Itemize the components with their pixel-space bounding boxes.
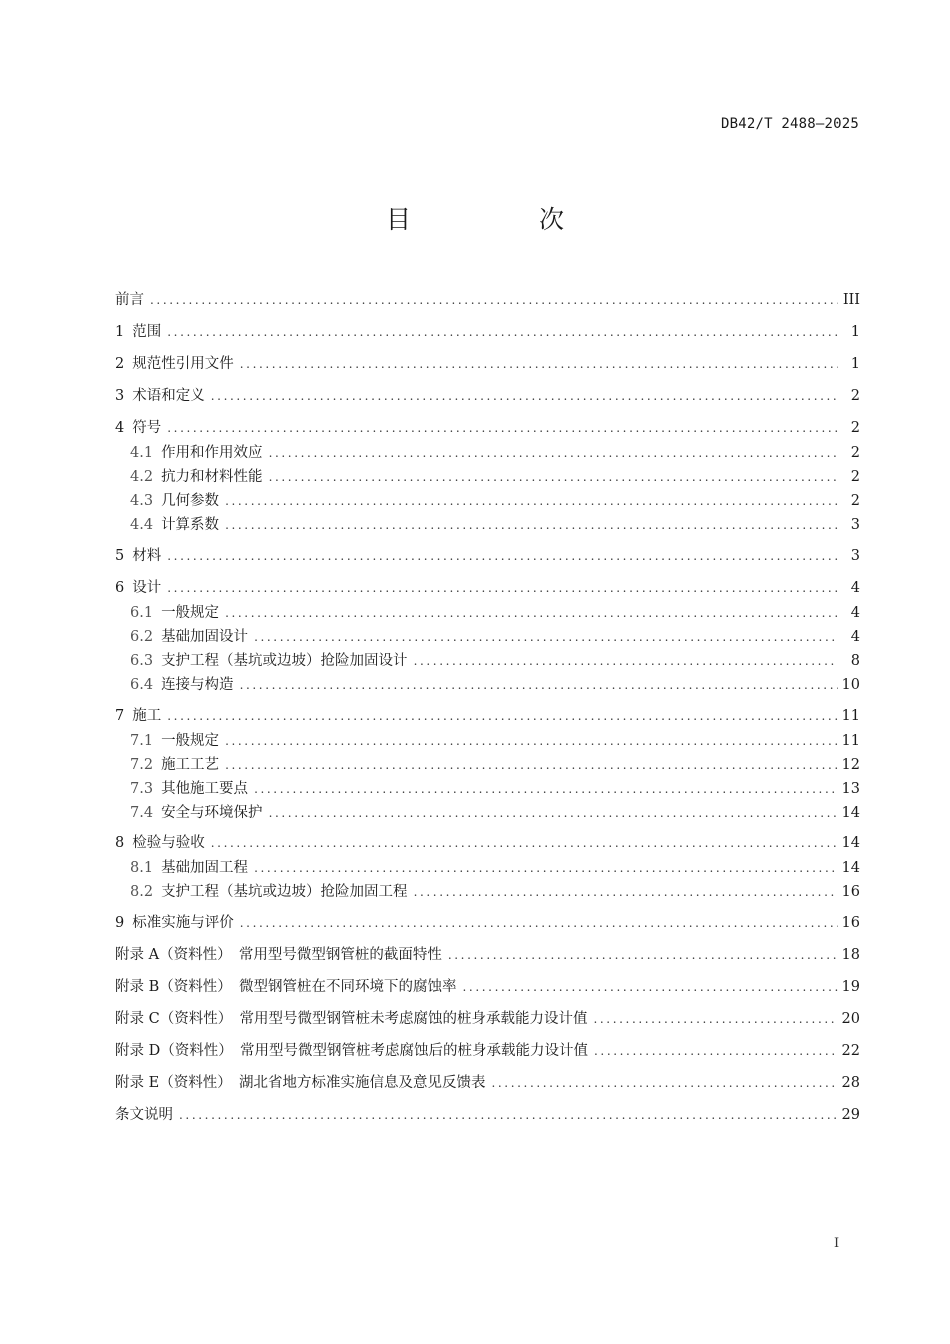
toc-leader-dots — [225, 754, 837, 776]
toc-entry-number: 4.1 — [130, 445, 154, 461]
toc-entry-number: 6.3 — [130, 653, 154, 669]
toc-leader-dots — [167, 545, 838, 567]
toc-entry[interactable] — [115, 353, 860, 375]
toc-entry-number: 6 — [115, 580, 125, 596]
toc-entry[interactable] — [130, 802, 860, 824]
toc-leader-dots — [269, 466, 838, 488]
toc-entry-label: 符号 — [132, 420, 162, 436]
toc-entry-number: 4.3 — [130, 493, 154, 509]
toc-entry[interactable] — [130, 730, 860, 752]
toc-entry-number: 7.3 — [130, 781, 154, 797]
toc-entry[interactable] — [115, 832, 860, 854]
toc-entry-number: 4.4 — [130, 517, 154, 533]
toc-entry-label: 抗力和材料性能 — [161, 469, 263, 485]
toc-entry-label: 连接与构造 — [161, 677, 234, 693]
toc-leader-dots — [211, 832, 838, 854]
toc-entry-page: 16 — [841, 915, 860, 931]
toc-leader-dots — [225, 514, 838, 536]
toc-leader-dots — [240, 353, 838, 375]
toc-entry-label: 附录 A（资料性） 常用型号微型钢管桩的截面特性 — [115, 947, 442, 963]
toc-entry-number: 8 — [115, 835, 125, 851]
toc-entry-page: 4 — [850, 605, 860, 621]
toc-entry-label: 一般规定 — [161, 605, 220, 621]
toc-entry-page: 2 — [850, 493, 860, 509]
toc-entry-label: 前言 — [115, 292, 144, 308]
toc-leader-dots — [211, 385, 838, 407]
page-title: 目 次 — [386, 205, 624, 234]
standard-code: DB42/T 2488—2025 — [720, 116, 859, 132]
toc-entry[interactable] — [115, 545, 860, 567]
toc-entry[interactable] — [115, 1072, 860, 1094]
toc-leader-dots — [448, 944, 838, 966]
toc-leader-dots — [414, 881, 838, 903]
toc-entry-page: 20 — [841, 1011, 860, 1027]
toc-entry[interactable] — [115, 385, 860, 407]
toc-leader-dots — [269, 442, 838, 464]
toc-entry[interactable] — [115, 321, 860, 343]
toc-entry-label: 材料 — [132, 548, 162, 564]
toc-entry-page: 2 — [850, 445, 860, 461]
toc-entry[interactable] — [115, 417, 860, 439]
footer-page-number: I — [834, 1236, 840, 1251]
toc-entry-page: 19 — [841, 979, 860, 995]
toc-leader-dots — [240, 674, 838, 696]
toc-entry[interactable] — [115, 705, 860, 727]
toc-entry[interactable] — [130, 514, 860, 536]
toc-entry-page: 4 — [850, 629, 860, 645]
toc-entry-label: 支护工程（基坑或边坡）抢险加固设计 — [161, 653, 408, 669]
toc-entry[interactable] — [115, 1008, 860, 1030]
toc-entry-page: 11 — [841, 733, 860, 749]
toc-entry-number: 7.4 — [130, 805, 154, 821]
toc-leader-dots — [594, 1040, 838, 1062]
toc-entry[interactable] — [115, 577, 860, 599]
toc-entry-number: 5 — [115, 548, 125, 564]
toc-leader-dots — [225, 730, 837, 752]
toc-entry[interactable] — [130, 602, 860, 624]
toc-entry-label: 范围 — [132, 324, 162, 340]
toc-entry-label: 术语和定义 — [132, 388, 205, 404]
toc-entry[interactable] — [130, 881, 860, 903]
toc-leader-dots — [167, 417, 838, 439]
toc-entry-label: 作用和作用效应 — [161, 445, 263, 461]
toc-entry[interactable] — [115, 912, 860, 934]
toc-entry-page: 22 — [841, 1043, 860, 1059]
toc-entry-number: 6.2 — [130, 629, 154, 645]
toc-entry[interactable] — [115, 976, 860, 998]
toc-entry[interactable] — [115, 1040, 860, 1062]
toc-entry-number: 7.1 — [130, 733, 154, 749]
toc-leader-dots — [254, 626, 838, 648]
toc-entry-page: 13 — [841, 781, 860, 797]
toc-entry-page: 18 — [841, 947, 860, 963]
toc-leader-dots — [254, 778, 837, 800]
toc-entry-label: 支护工程（基坑或边坡）抢险加固工程 — [161, 884, 408, 900]
toc-entry-number: 7.2 — [130, 757, 154, 773]
toc-entry-page: 2 — [850, 420, 860, 436]
toc-entry-number: 7 — [115, 708, 125, 724]
toc-entry-label: 附录 E（资料性） 湖北省地方标准实施信息及意见反馈表 — [115, 1075, 486, 1091]
toc-entry-page: 4 — [850, 580, 860, 596]
toc-leader-dots — [150, 289, 838, 311]
toc-entry-page: 3 — [850, 517, 860, 533]
toc-entry-number: 9 — [115, 915, 125, 931]
toc-entry-label: 条文说明 — [115, 1107, 173, 1123]
toc-entry-page: 11 — [841, 708, 860, 724]
toc-entry-number: 6.4 — [130, 677, 154, 693]
toc-entry-page: 12 — [841, 757, 860, 773]
toc-entry[interactable] — [130, 754, 860, 776]
toc-leader-dots — [414, 650, 838, 672]
toc-entry[interactable] — [130, 650, 860, 672]
toc-entry[interactable] — [130, 857, 860, 879]
toc-entry-label: 基础加固工程 — [161, 860, 249, 876]
toc-leader-dots — [167, 705, 837, 727]
toc-entry-number: 8.1 — [130, 860, 154, 876]
toc-entry-page: 2 — [850, 469, 860, 485]
toc-entry-label: 安全与环境保护 — [161, 805, 263, 821]
toc-entry[interactable] — [130, 778, 860, 800]
toc-entry-number: 3 — [115, 388, 125, 404]
toc-entry-page: 14 — [841, 835, 860, 851]
toc-entry-label: 基础加固设计 — [161, 629, 249, 645]
toc-entry-page: 16 — [841, 884, 860, 900]
toc-entry[interactable] — [130, 626, 860, 648]
toc-entry-label: 规范性引用文件 — [132, 356, 234, 372]
toc-entry-label: 计算系数 — [161, 517, 220, 533]
toc-entry-label: 其他施工要点 — [161, 781, 249, 797]
toc-leader-dots — [269, 802, 838, 824]
toc-entry[interactable] — [130, 442, 860, 464]
toc-entry-label: 施工工艺 — [161, 757, 220, 773]
toc-entry-label: 施工 — [132, 708, 162, 724]
toc-entry-number: 2 — [115, 356, 125, 372]
toc-entry[interactable] — [130, 490, 860, 512]
toc-entry-label: 检验与验收 — [132, 835, 205, 851]
toc-entry-page: 3 — [850, 548, 860, 564]
toc-entry-label: 一般规定 — [161, 733, 220, 749]
toc-leader-dots — [254, 857, 837, 879]
toc-entry[interactable] — [130, 466, 860, 488]
toc-leader-dots — [593, 1008, 837, 1030]
toc-entry-page: 29 — [841, 1107, 860, 1123]
toc-entry-page: 14 — [841, 805, 860, 821]
toc-entry-number: 8.2 — [130, 884, 154, 900]
toc-entry-number: 6.1 — [130, 605, 154, 621]
toc-entry-page: 1 — [850, 324, 860, 340]
toc-leader-dots — [225, 490, 838, 512]
toc-entry[interactable] — [115, 289, 860, 311]
toc-entry-page: 28 — [841, 1075, 860, 1091]
toc-entry-label: 设计 — [132, 580, 162, 596]
toc-entry-number: 1 — [115, 324, 125, 340]
toc-leader-dots — [167, 577, 838, 599]
toc-entry-label: 附录 B（资料性） 微型钢管桩在不同环境下的腐蚀率 — [115, 979, 457, 995]
toc-entry-page: 1 — [850, 356, 860, 372]
toc-leader-dots — [463, 976, 838, 998]
toc-entry-label: 标准实施与评价 — [132, 915, 234, 931]
toc-entry[interactable] — [130, 674, 860, 696]
toc-entry-number: 4 — [115, 420, 125, 436]
toc-leader-dots — [167, 321, 838, 343]
toc-entry-page: III — [842, 292, 860, 308]
toc-entry-page: 14 — [841, 860, 860, 876]
toc-entry-page: 2 — [850, 388, 860, 404]
toc-leader-dots — [491, 1072, 837, 1094]
toc-leader-dots — [240, 912, 838, 934]
toc-entry-page: 8 — [850, 653, 860, 669]
toc-entry[interactable] — [115, 944, 860, 966]
toc-entry-label: 附录 D（资料性） 常用型号微型钢管桩考虑腐蚀后的桩身承载能力设计值 — [115, 1043, 588, 1059]
toc-leader-dots — [225, 602, 838, 624]
toc-entry-number: 4.2 — [130, 469, 154, 485]
toc-entry-label: 附录 C（资料性） 常用型号微型钢管桩未考虑腐蚀的桩身承载能力设计值 — [115, 1011, 588, 1027]
toc-entry-label: 几何参数 — [161, 493, 220, 509]
toc-entry-page: 10 — [841, 677, 860, 693]
toc-leader-dots — [179, 1104, 838, 1126]
toc-entry[interactable] — [115, 1104, 860, 1126]
